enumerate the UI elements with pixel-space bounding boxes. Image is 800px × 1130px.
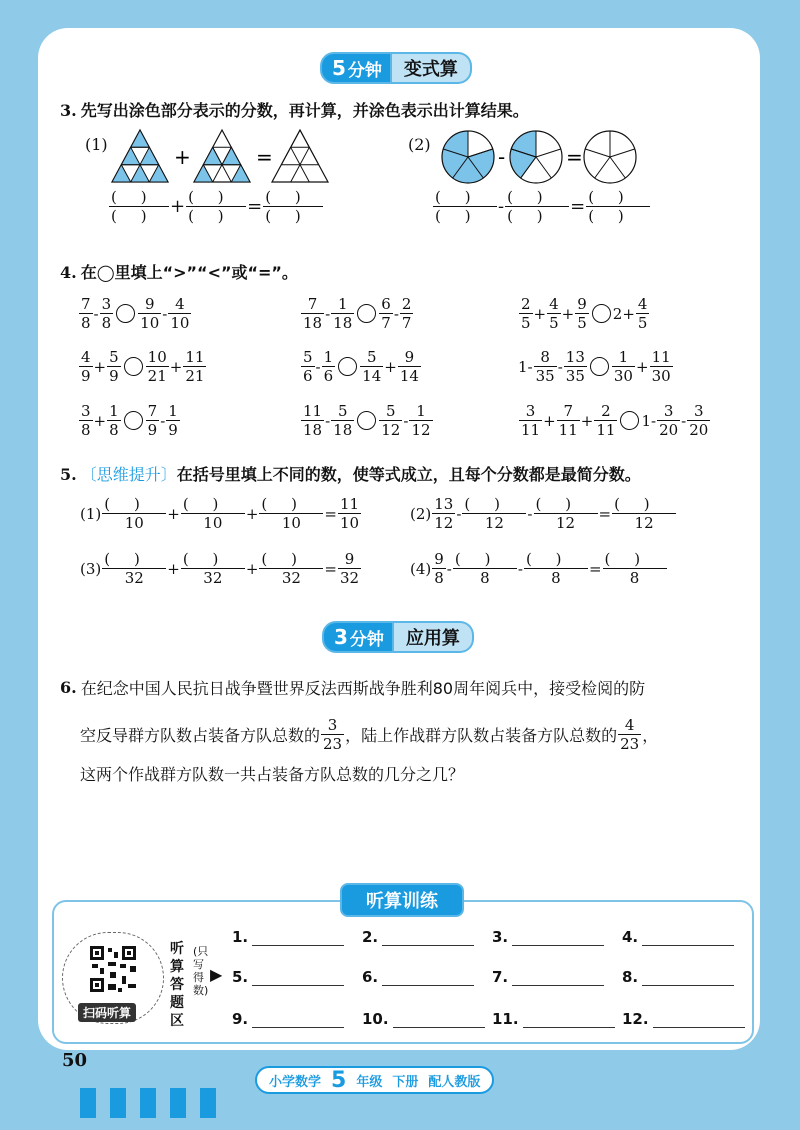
q4-item: $\frac{3}{8}$ + $\frac{1}{8}$ $\frac{7}{9}$ - $\frac{1}{9}$ [81,402,178,439]
arrow-icon: ▶ [210,965,223,984]
compare-circle[interactable] [592,304,611,323]
answer-number: 2. [362,928,379,946]
section-header-variant [320,53,472,83]
section-title: 应用算 [394,621,474,653]
compare-circle[interactable] [357,304,376,323]
answer-number: 8. [622,968,639,986]
question-6-line2: 空反导群方队数占装备方队总数的 $\frac{3}{23}$ ，陆上作战群方队数占装备方队总数的 $\frac{4}{23}$ ， [80,716,659,753]
answer-area-label: 听算答题区 [170,941,184,1029]
answer-line[interactable] [382,929,474,946]
answer-number: 10. [362,1010,389,1028]
deco-bar [110,1088,126,1118]
compare-circle[interactable] [116,304,135,323]
answer-line[interactable] [523,1011,615,1028]
q3-answer-1: $\frac{( )}{( )}$ + $\frac{( )}{( )}$ = $\frac{( )}{( )}$ [108,188,324,225]
svg-text:=: = [566,145,583,169]
question-3: 3. 先写出涂色部分表示的分数，再计算，并涂色表示出计算结果。 [60,101,529,120]
q4-item: $\frac{5}{6}$ - $\frac{1}{6}$ $\frac{5}{14}$ + $\frac{9}{14}$ [303,348,419,385]
answer-slot[interactable] [492,968,604,986]
answer-number: 9. [232,1010,249,1028]
answer-number: 1. [232,928,249,946]
q4-item: $\frac{11}{18}$ - $\frac{5}{18}$ $\frac{5}{12}$ - $\frac{1}{12}$ [303,402,431,439]
q4-item: $\frac{7}{8}$ - $\frac{3}{8}$ $\frac{9}{10}$ - $\frac{4}{10}$ [81,295,190,332]
triangle-figure-1 [112,130,168,182]
question-4: 4. 在◯里填上“>”“<”或“=”。 [60,263,298,282]
answer-line[interactable] [252,929,344,946]
section-title: 变式算 [392,52,472,84]
svg-text:-: - [498,145,506,169]
compare-circle[interactable] [124,411,143,430]
svg-text:=: = [256,145,273,169]
answer-slot[interactable] [232,1010,344,1028]
compare-circle[interactable] [357,411,376,430]
q3-answer-2: $\frac{( )}{( )}$ - $\frac{( )}{( )}$ = $\frac{( )}{( )}$ [432,188,651,225]
q4-item-c1: $\frac{2}{5}$ + $\frac{4}{5}$ + $\frac{9}{5}$ 2+ $\frac{4}{5}$ [521,295,648,332]
q4-item-c2: 1- $\frac{8}{35}$ - $\frac{13}{35}$ $\frac{1}{30}$ + $\frac{11}{30}$ [518,348,671,385]
scan-label: 扫码听算 [78,1003,136,1022]
q5-eq-3: (3) $\frac{( )}{32}$ + $\frac{( )}{32}$ + $\frac{( )}{32}$ = $\frac{9}{32}$ [80,550,360,587]
q4-item-c3: $\frac{3}{11}$ + $\frac{7}{11}$ + $\frac{2}{11}$ 1- $\frac{3}{20}$ - $\frac{3}{20}$ [521,402,709,439]
question-6-line1: 6. 在纪念中国人民抗日战争暨世界反法西斯战争胜利80周年阅兵中，接受检阅的防 [60,678,646,698]
section-header-applied [322,622,474,652]
answer-slot[interactable] [362,1010,485,1028]
q5-eq-4: (4) $\frac{9}{8}$ - $\frac{( )}{8}$ - $\frac{( )}{8}$ = $\frac{( )}{8}$ [410,550,668,587]
footer-badge: 小学数学 5 年级 下册 配人教版 [255,1066,494,1094]
answer-number: 7. [492,968,509,986]
page-number: 50 [62,1050,88,1071]
answer-slot[interactable] [362,968,474,986]
answer-number: 5. [232,968,249,986]
answer-line[interactable] [512,929,604,946]
question-6-line3: 这两个作战群方队数一共占装备方队总数的几分之几？ [80,765,465,784]
answer-line[interactable] [252,969,344,986]
answer-slot[interactable] [492,928,604,946]
answer-line[interactable] [512,969,604,986]
answer-number: 6. [362,968,379,986]
answer-note: (只写得数) [193,945,209,997]
answer-slot[interactable] [492,1010,615,1028]
answer-slot[interactable] [362,928,474,946]
deco-bar [140,1088,156,1118]
compare-circle[interactable] [620,411,639,430]
answer-slot[interactable] [622,968,734,986]
time-pill: 5 分钟 [320,52,392,84]
deco-bar [80,1088,96,1118]
answer-line[interactable] [252,1011,344,1028]
q3-part2-label: (2) [408,135,431,154]
answer-slot[interactable] [622,928,734,946]
answer-slot[interactable] [232,928,344,946]
question-5: 5. 〔思维提升〕在括号里填上不同的数，使等式成立，且每个分数都是最简分数。 [60,465,641,484]
svg-text:+: + [174,145,191,169]
answer-line[interactable] [642,929,734,946]
answer-number: 4. [622,928,639,946]
compare-circle[interactable] [124,357,143,376]
listening-title: 听算训练 [340,883,464,917]
triangle-figure-2 [194,130,250,182]
circle-figures [438,128,648,186]
q4-item: $\frac{7}{18}$ - $\frac{1}{18}$ $\frac{6}{7}$ - $\frac{2}{7}$ [303,295,412,332]
deco-bar [170,1088,186,1118]
answer-line[interactable] [642,969,734,986]
q5-eq-1: (1) $\frac{( )}{10}$ + $\frac{( )}{10}$ + $\frac{( )}{10}$ = $\frac{11}{10}$ [80,495,360,532]
answer-line[interactable] [382,969,474,986]
circle-figure-1 [442,131,494,183]
answer-number: 11. [492,1010,519,1028]
answer-slot[interactable] [622,1010,745,1028]
answer-line[interactable] [653,1011,745,1028]
answer-number: 12. [622,1010,649,1028]
compare-circle[interactable] [338,357,357,376]
triangle-figure-3 [272,130,328,182]
answer-number: 3. [492,928,509,946]
circle-figure-2 [510,131,562,183]
triangle-figures [110,128,330,186]
time-pill: 3 分钟 [322,621,394,653]
q4-item: $\frac{4}{9}$ + $\frac{5}{9}$ $\frac{10}{21}$ + $\frac{11}{21}$ [81,348,205,385]
q3-part1-label: (1) [85,135,108,154]
circle-figure-3 [584,131,636,183]
q5-eq-2: (2) $\frac{13}{12}$ - $\frac{( )}{12}$ - $\frac{( )}{12}$ = $\frac{( )}{12}$ [410,495,677,532]
compare-circle[interactable] [590,357,609,376]
qr-code-icon[interactable] [88,944,138,994]
deco-bar [200,1088,216,1118]
answer-slot[interactable] [232,968,344,986]
answer-line[interactable] [393,1011,485,1028]
